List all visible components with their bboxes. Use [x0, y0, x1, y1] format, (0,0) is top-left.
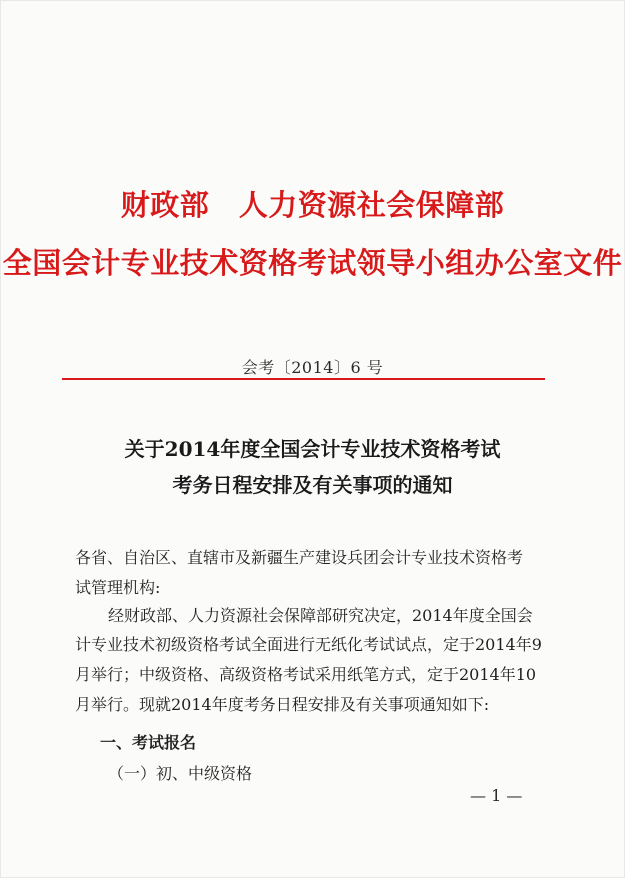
body-line-5: 月举行；中级资格、高级资格考试采用纸笔方式，定于2014年10 [75, 665, 537, 684]
body-line-2: 试管理机构: [75, 578, 161, 597]
body-line-6: 月举行。现就2014年度考务日程安排及有关事项通知如下: [75, 695, 490, 714]
issuing-authority-line1: 财政部 人力资源社会保障部 [120, 188, 505, 222]
body-line-3: 经财政部、人力资源社会保障部研究决定，2014年度全国会 [108, 606, 533, 625]
body-line-4: 计专业技术初级资格考试全面进行无纸化考试试点，定于2014年9 [75, 635, 542, 654]
issuing-authority-line2: 全国会计专业技术资格考试领导小组办公室文件 [2, 246, 623, 280]
section-heading-1: 一、考试报名 [100, 733, 197, 752]
notice-title-line1: 关于2014年度全国会计专业技术资格考试 [124, 437, 501, 461]
subsection-heading-1: （一）初、中级资格 [108, 764, 253, 783]
body-line-1: 各省、自治区、直辖市及新疆生产建设兵团会计专业技术资格考 [75, 548, 524, 567]
notice-title-line2: 考务日程安排及有关事项的通知 [172, 473, 453, 497]
page-number: — 1 — [470, 786, 523, 805]
document-number: 会考〔2014〕6 号 [241, 358, 384, 377]
red-divider-line [62, 378, 545, 380]
